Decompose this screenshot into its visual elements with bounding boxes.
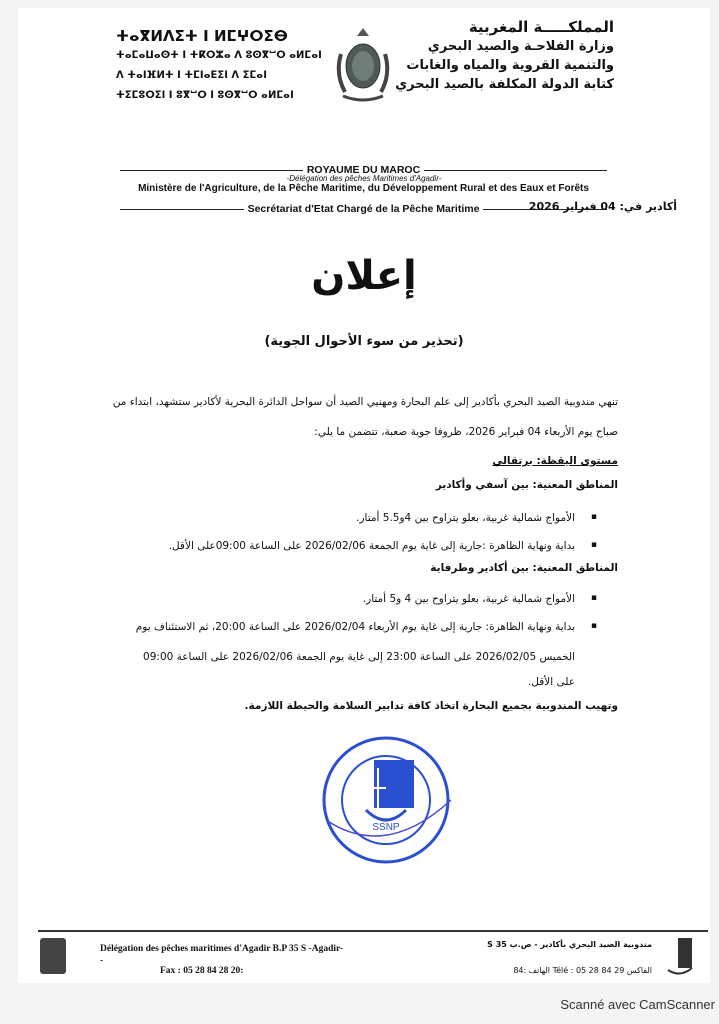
zone-2-continuation: الخميس 2026/02/05 على الساعة 23:00 إلى غاية يوم الجمعة 2026/02/06 على الساعة 09:00	[143, 651, 575, 663]
zone-2-heading: المناطق المعنية: بين أكادير وطرفاية	[430, 562, 618, 574]
document-subtitle: (تحذير من سوء الأحوال الجوية)	[264, 334, 464, 349]
header-arabic-line: المملكـــــة المغربية	[468, 18, 614, 36]
header-arabic-line: وزارة الفلاحـة والصيد البحري	[427, 39, 614, 54]
header-arabic-line: والتنمية القروية والمياه والغابات	[406, 58, 614, 73]
zone-1-bullet: ▪ الأمواج شمالية غربية، بعلو يتراوح بين 4و5.5 أمتار.	[55, 512, 575, 524]
header-tifinagh-line: ⴷ ⵜⴰⵏⴼⵍⵜ ⵏ ⵜⵎⵏⴰⴹⵉⵏ ⴷ ⵉⵎⴰⵏ	[116, 70, 267, 81]
camscanner-watermark: Scanné avec CamScanner	[560, 997, 715, 1012]
zone-2-bullet: ▪ الأمواج شمالية غربية، بعلو يتراوح بين 4 و5 أمتار.	[55, 593, 575, 605]
header-tifinagh-line: ⵜⴰⵎⴰⵡⴰⵙⵜ ⵏ ⵜⴽⵔⵣⴰ ⴷ ⵓⵙⴳⵯⵔ ⴰⵍⵎⴰⵏ	[116, 50, 322, 61]
zone-1-heading: المناطق المعنية: بين آسفي وأكادير	[435, 479, 618, 491]
stamp-label: SSNP	[372, 822, 400, 833]
footer-left-logo	[40, 938, 66, 974]
zone-1-bullet: ▪ بداية ونهاية الظاهرة :جارية إلى غاية يوم الجمعة 2026/02/06 على الساعة 09:00على الأقل.	[15, 540, 575, 552]
footer-dash: -	[100, 956, 104, 966]
royaume-text: ROYAUME DU MAROC	[306, 164, 421, 176]
footer-telephone: الهاتف :84 Télé : 05 28 84 29 الفاكس	[513, 966, 652, 975]
footer-right-logo	[666, 936, 694, 976]
footer-french-address: Délégation des pêches maritimes d'Agadir B.P 35 S -Agadir-	[100, 944, 344, 954]
alert-level: مستوى اليقظة: برتقالي	[492, 455, 618, 467]
footer-arabic-address: مندوبية الصيد البحري بأكادير - ص.ب S 35	[487, 940, 652, 949]
intro-line-2: صباح يوم الأربعاء 04 فبراير 2026، ظروفا جوية صعبة، تتضمن ما يلي:	[314, 426, 618, 438]
delegation-text: -Délégation des pêches Maritimes d'Agadir-	[286, 174, 442, 183]
zone-2-bullet: ▪ بداية ونهاية الظاهرة: جارية إلى غاية يوم الأربعاء 2026/02/04 على الساعة 20:00، ثم الاستئناف يوم	[15, 621, 575, 633]
header-tifinagh-line: ⵜⵉⵎⵓⵔⵉⵏ ⵏ ⵓⴳⵯⵔ ⵏ ⵓⵙⴳⵯⵔ ⴰⵍⵎⴰⵏ	[116, 90, 294, 101]
header-arabic-line: كتابة الدولة المكلفة بالصيد البحري	[395, 77, 614, 92]
secretariat-text: Secrétariat d'Etat Chargé de la Pêche Maritime	[247, 203, 480, 215]
document-title: إعلان	[311, 253, 417, 299]
footer-fax: Fax : 05 28 84 28 20:	[160, 966, 244, 976]
zone-2-continuation: على الأقل.	[527, 676, 575, 688]
header-tifinagh	[116, 26, 336, 106]
header-tifinagh-line: ⵜⴰⴳⵍⴷⵉⵜ ⵏ ⵍⵎⵖⵔⵉⴱ	[116, 27, 288, 45]
coat-of-arms-emblem	[333, 24, 393, 104]
closing-text: وتهيب المندوبية بجميع البحارة اتخاذ كافة تدابير السلامة والحيطة اللازمة.	[244, 700, 618, 712]
header-arabic	[384, 18, 614, 94]
intro-line-1: تنهي مندوبية الصيد البحري بأكادير إلى علم البحارة ومهنيي الصيد أن سواحل الدائرة البحرية لأكادير ستشهد، ابتداء من	[112, 396, 618, 408]
document-page	[18, 8, 710, 983]
ministere-text: Ministère de l'Agriculture, de la Pêche Maritime, du Développement Rural et des Eaux et Forêts	[138, 183, 589, 194]
official-stamp	[316, 730, 456, 870]
footer-divider	[38, 930, 708, 932]
document-date: أكادير في: 04 فبراير 2026	[528, 200, 677, 213]
